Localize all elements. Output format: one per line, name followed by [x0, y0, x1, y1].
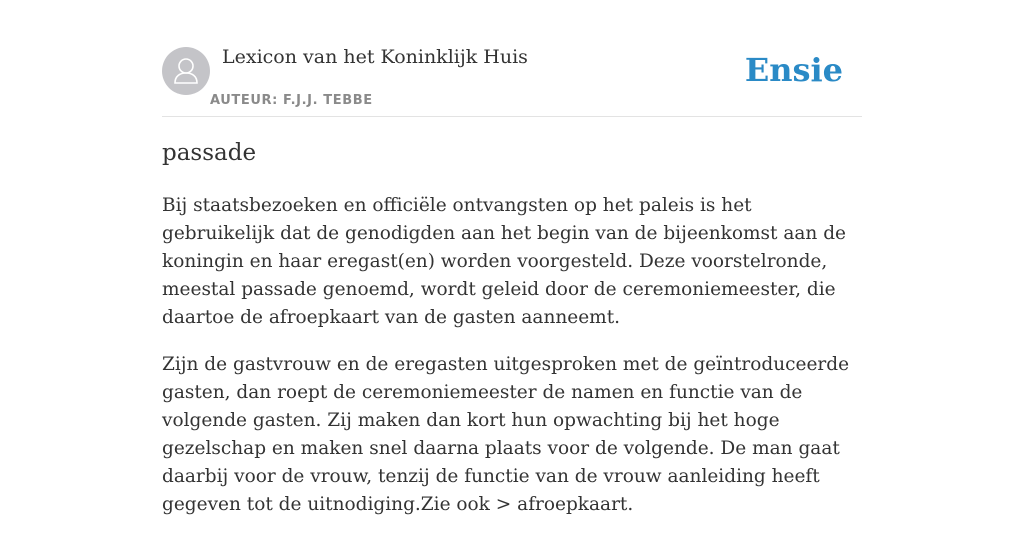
book-title[interactable]: Lexicon van het Koninklijk Huis — [222, 46, 528, 68]
header — [162, 46, 862, 117]
entry-term: passade — [162, 140, 257, 166]
entry-body — [162, 192, 862, 538]
entry-paragraph: Bij staatsbezoeken en officiële ontvangsten op het paleis is het gebruikelijk dat de genodigden aan het begin van de bijeenkomst aan de koningin en haar eregast(en) worden voorgesteld. Deze voorstelronde, meestal passade genoemd, wordt geleid door de ceremoniemeester, die daartoe de afroepkaart van de gasten aanneemt. — [162, 195, 846, 328]
avatar[interactable] — [162, 47, 210, 95]
entry-paragraph: Zijn de gastvrouw en de eregasten uitgesproken met de geïntroduceerde gasten, dan roept de ceremoniemeester de namen en functie van de volgende gasten. Zij maken dan kort hun opwachting bij het hoge gezelschap en maken snel daarna plaats voor de volgende. De man gaat daarbij voor de vrouw, tenzij de functie van de vrouw aanleiding heeft gegeven tot de uitnodiging.Zie ook > afroepkaart. — [162, 354, 850, 515]
user-icon — [162, 47, 210, 95]
author-label[interactable]: AUTEUR: F.J.J. TEBBE — [210, 93, 373, 108]
ensie-logo[interactable]: Ensie — [744, 51, 843, 89]
